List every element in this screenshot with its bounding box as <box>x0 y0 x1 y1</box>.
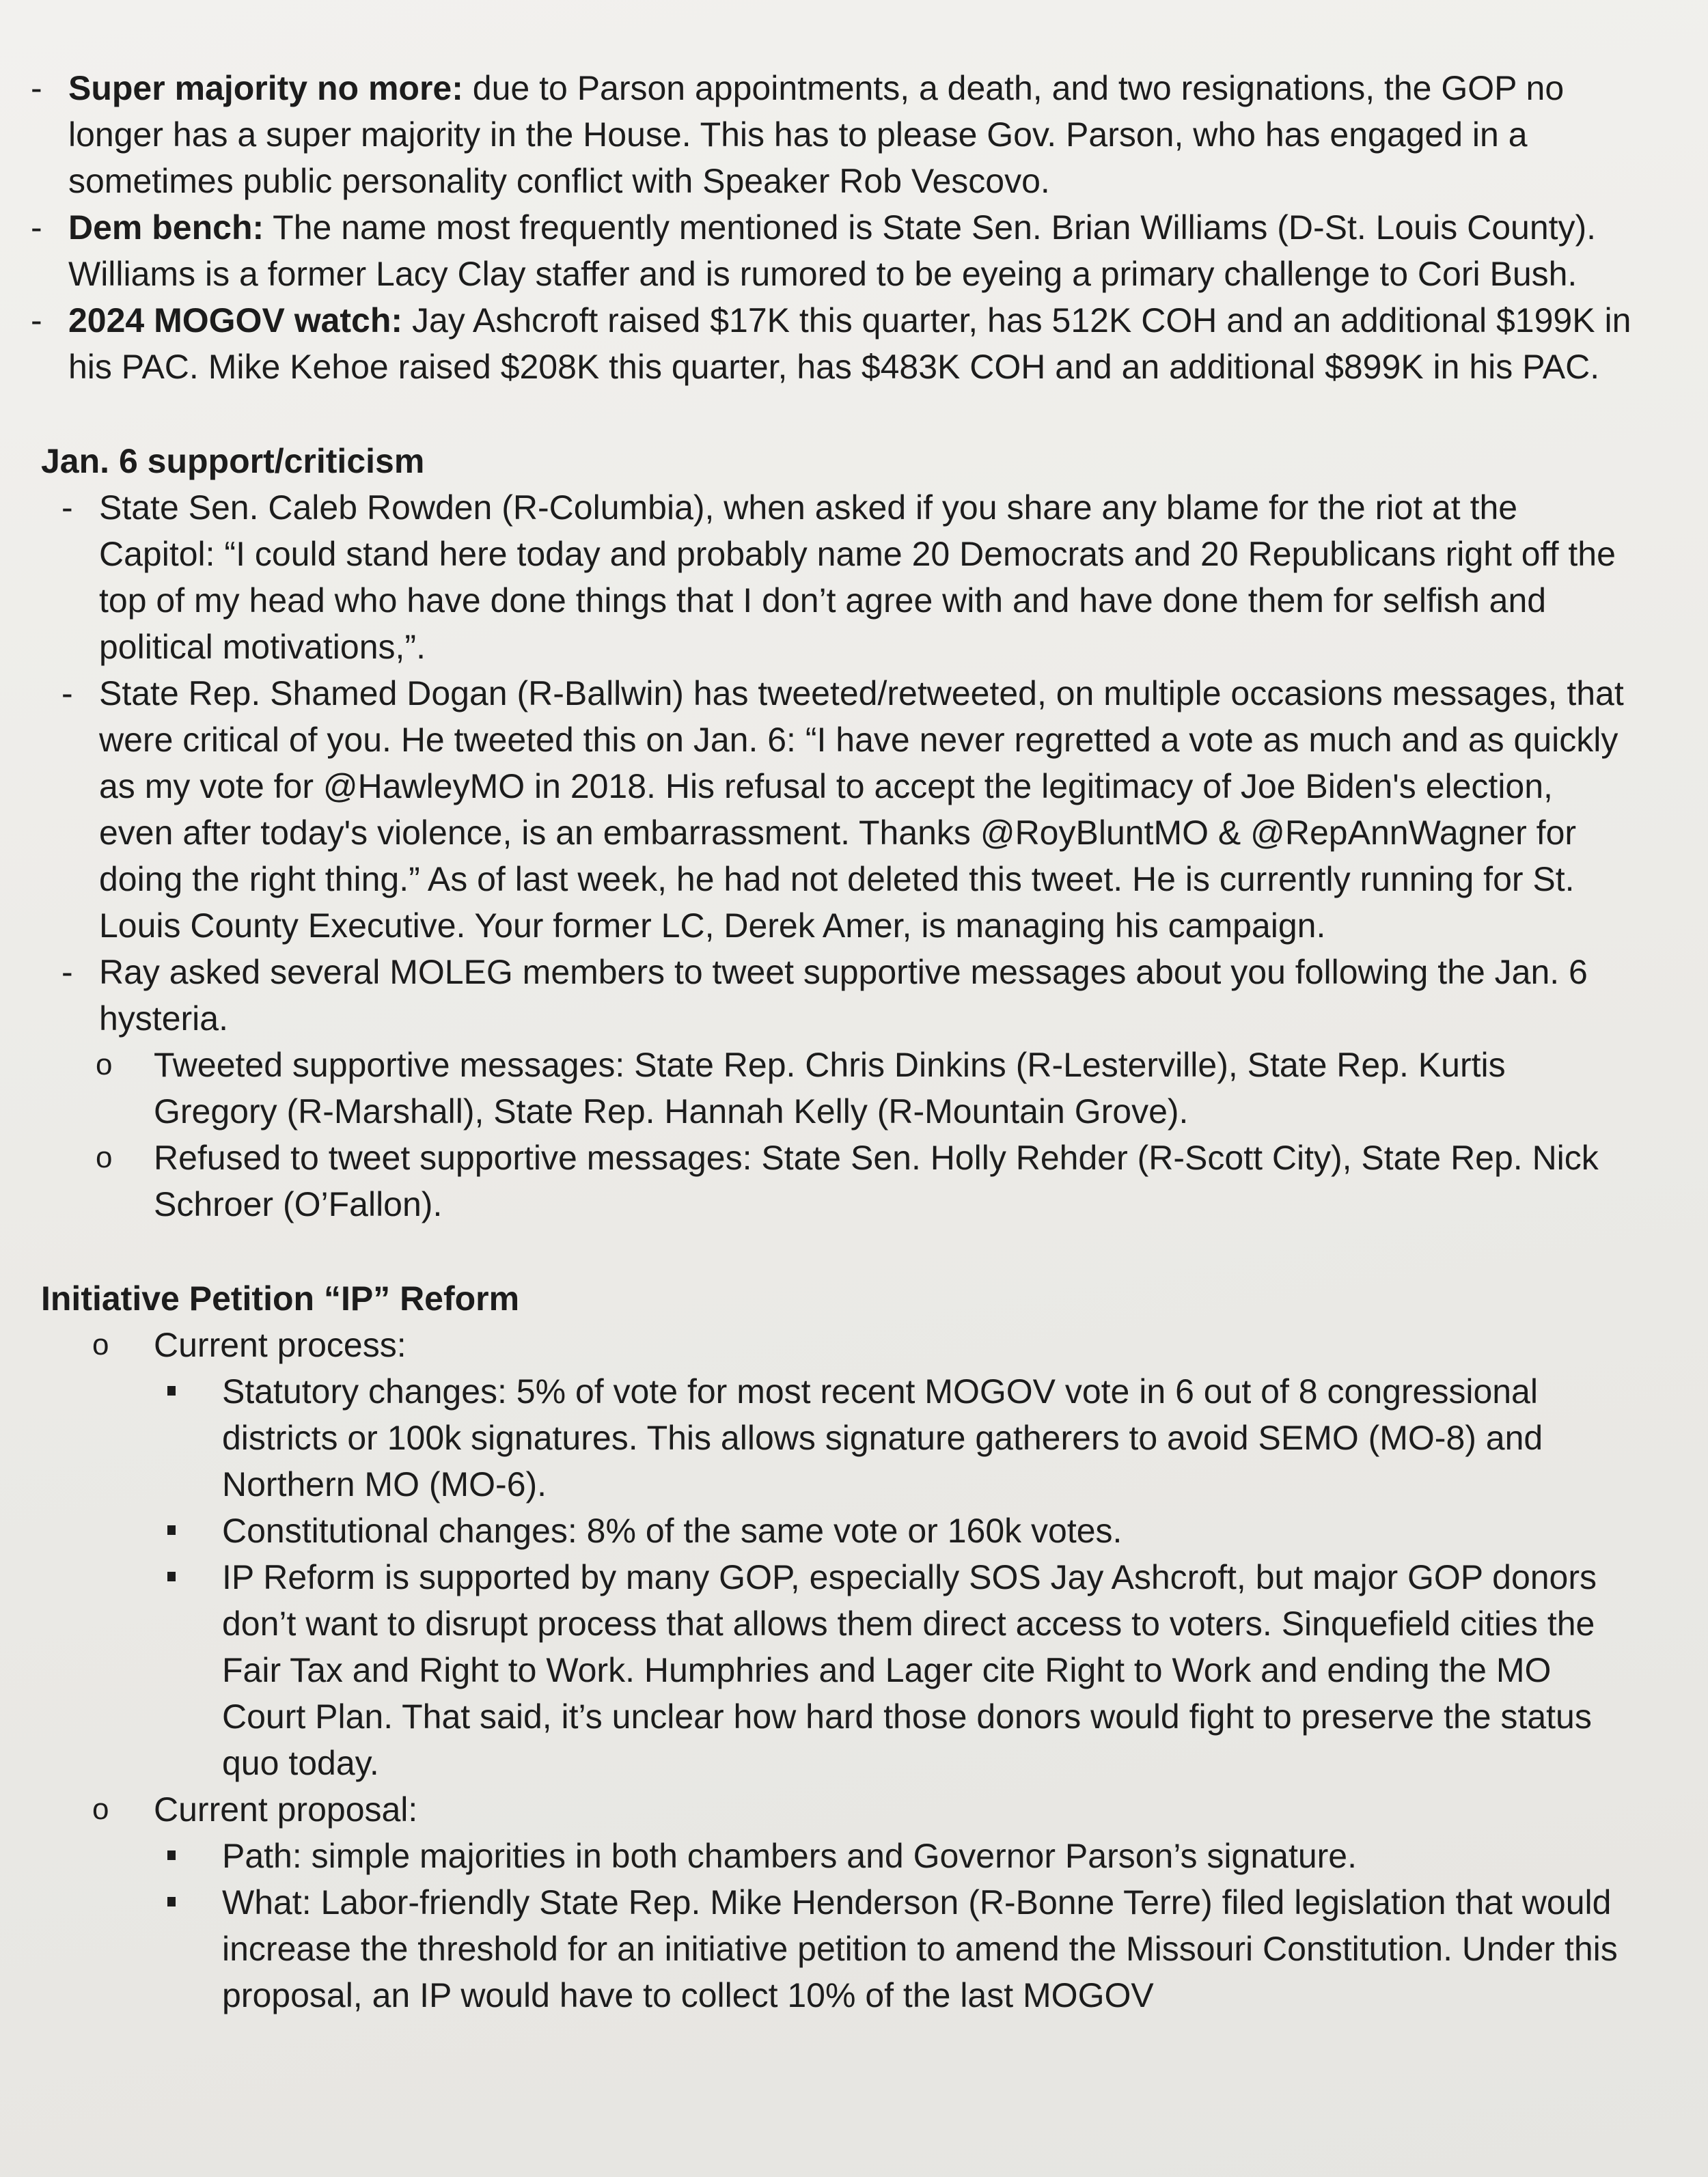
circle-marker: o <box>92 1328 109 1361</box>
bullet-ray <box>61 949 1633 1042</box>
circle-marker: o <box>96 1141 113 1174</box>
bullet-bold-lead: Super majority no more: <box>68 69 463 107</box>
sub-bullet-text: Refused to tweet supportive messages: State Sen. Holly Rehder (R-Scott City), State Rep. Nick Schroer (O’Fallon). <box>154 1139 1599 1223</box>
dash-marker: - <box>61 953 73 991</box>
circle-marker: o <box>92 1792 109 1826</box>
current-proposal <box>72 1786 1633 1833</box>
bullet-super-majority <box>31 65 1633 204</box>
square-bullet-marker <box>167 1897 176 1906</box>
sub-bullet-tweeted <box>72 1042 1633 1135</box>
bullet-text: State Sen. Caleb Rowden (R-Columbia), when asked if you share any blame for the riot at the Capitol: “I could stand here today and probably name 20 Democrats and 20 Republicans right off the top of my head who have done things that I don’t agree with and have done them for selfish and political motivations,”. <box>99 488 1616 666</box>
proposal-item-text: What: Labor-friendly State Rep. Mike Henderson (R-Bonne Terre) filed legislation that would increase the threshold for an initiative petition to amend the Missouri Constitution. Under this proposal, an IP would have to collect 10% of the last MOGOV <box>222 1883 1618 2014</box>
bullet-dem-bench <box>31 204 1633 297</box>
section-heading: Jan. 6 support/criticism <box>41 442 425 480</box>
section-ip-reform <box>41 1275 1633 2019</box>
bullet-text: Jay Ashcroft raised $17K this quarter, has 512K COH and an additional $199K in his PAC. Mike Kehoe raised $208K this quarter, has $483K COH and an additional $899K in his PAC. <box>68 301 1631 386</box>
current-process-label: Current process: <box>154 1326 407 1364</box>
proposal-item <box>72 1833 1633 1879</box>
bullet-bold-lead: Dem bench: <box>68 208 264 247</box>
dash-marker: - <box>61 488 73 527</box>
bullet-text: The name most frequently mentioned is State Sen. Brian Williams (D-St. Louis County). Williams is a former Lacy Clay staffer and is rumored to be eyeing a primary challenge to Cori Bush. <box>68 208 1597 293</box>
dash-marker: - <box>61 674 73 712</box>
bullet-text: due to Parson appointments, a death, and two resignations, the GOP no longer has a super majority in the House. This has to please Gov. Parson, who has engaged in a sometimes public personality conflict with Speaker Rob Vescovo. <box>68 69 1565 200</box>
process-item-text: Statutory changes: 5% of vote for most recent MOGOV vote in 6 out of 8 congressional districts or 100k signatures. This allows signature gatherers to avoid SEMO (MO-8) and Northern MO (MO-6). <box>222 1372 1543 1503</box>
square-bullet-marker <box>167 1850 176 1860</box>
proposal-item <box>72 1879 1633 2019</box>
current-process <box>72 1322 1633 1368</box>
process-item-text: Constitutional changes: 8% of the same vote or 160k votes. <box>222 1512 1122 1550</box>
process-item-text: IP Reform is supported by many GOP, especially SOS Jay Ashcroft, but major GOP donors don’t want to disrupt process that allows them direct access to voters. Sinquefield cities the Fair Tax and Right to Work. Humphries and Lager cite Right to Work and ending the MO Court Plan. That said, it’s unclear how hard those donors would fight to preserve the status quo today. <box>222 1558 1597 1782</box>
bullet-rowden <box>61 484 1633 670</box>
bullet-dogan <box>61 670 1633 949</box>
bullet-mogov-watch <box>31 297 1633 390</box>
process-item <box>72 1554 1633 1786</box>
section-jan6 <box>41 438 1633 1228</box>
current-proposal-label: Current proposal: <box>154 1790 418 1829</box>
dash-marker: - <box>31 208 42 247</box>
square-bullet-marker <box>167 1572 176 1581</box>
bullet-text: Ray asked several MOLEG members to tweet supportive messages about you following the Jan. 6 hysteria. <box>99 953 1588 1038</box>
proposal-item-text: Path: simple majorities in both chambers and Governor Parson’s signature. <box>222 1837 1358 1875</box>
dash-marker: - <box>31 69 42 107</box>
sub-bullet-refused <box>72 1135 1633 1228</box>
bullet-bold-lead: 2024 MOGOV watch: <box>68 301 403 339</box>
section-heading: Initiative Petition “IP” Reform <box>41 1279 520 1318</box>
square-bullet-marker <box>167 1525 176 1535</box>
process-item <box>72 1368 1633 1508</box>
sub-bullet-text: Tweeted supportive messages: State Rep. Chris Dinkins (R-Lesterville), State Rep. Kurtis Gregory (R-Marshall), State Rep. Hannah Kelly (R-Mountain Grove). <box>154 1046 1506 1131</box>
square-bullet-marker <box>167 1386 176 1396</box>
process-item <box>72 1508 1633 1554</box>
dash-marker: - <box>31 301 42 339</box>
bullet-text: State Rep. Shamed Dogan (R-Ballwin) has tweeted/retweeted, on multiple occasions messages, that were critical of you. He tweeted this on Jan. 6: “I have never regretted a vote as much and as quickly as my vote for @HawleyMO in 2018. His refusal to accept the legitimacy of Joe Biden's election, even after today's violence, is an embarrassment. Thanks @RoyBluntMO & @RepAnnWagner for doing the right thing.” As of last week, he had not deleted this tweet. He is currently running for St. Louis County Executive. Your former LC, Derek Amer, is managing his campaign. <box>99 674 1624 945</box>
circle-marker: o <box>96 1048 113 1081</box>
